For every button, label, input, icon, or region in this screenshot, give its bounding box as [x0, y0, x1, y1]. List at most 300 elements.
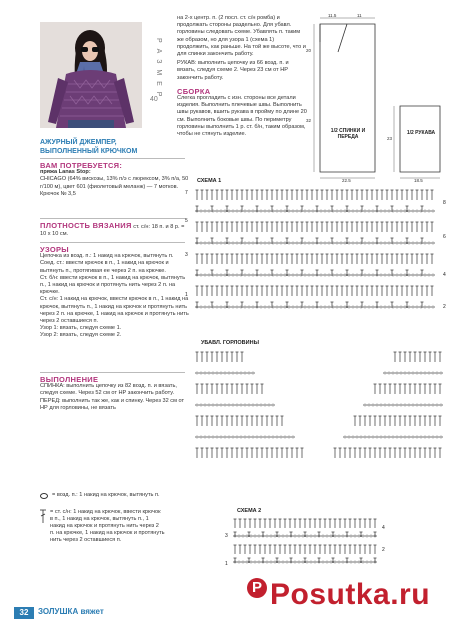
size-label: Р А З М Е Р: [155, 38, 162, 99]
chain-stitch: [380, 242, 383, 244]
chain-stitch: [288, 274, 291, 276]
chain-stitch: [204, 436, 207, 438]
row-num: 8: [443, 200, 446, 206]
chain-stitch: [372, 436, 375, 438]
legend-dc-text: = ст. с/н: 1 накид на крючок, ввести крючок в п., 1 накид на крючок, вытянуть п., 1 накид на крючок и протянуть нить через 2 п. на крючке, 1 накид на крючок и протянуть нить через 2 оставшиеся п.: [50, 509, 165, 543]
chain-stitch: [388, 404, 391, 406]
chain-stitch: [356, 436, 359, 438]
chain-stitch: [264, 436, 267, 438]
chain-stitch: [264, 274, 267, 276]
chain-stitch: [306, 535, 309, 537]
chain-stitch: [372, 404, 375, 406]
chain-stitch: [268, 210, 271, 212]
chain-stitch: [388, 372, 391, 374]
chain-stitch: [424, 404, 427, 406]
chain-stitch: [248, 404, 251, 406]
chain-stitch: [248, 306, 251, 308]
chain-stitch: [288, 242, 291, 244]
chain-stitch: [320, 274, 323, 276]
chain-stitch: [196, 436, 199, 438]
chain-stitch: [412, 306, 415, 308]
chain-stitch: [228, 436, 231, 438]
chain-stitch: [250, 535, 253, 537]
chain-stitch: [278, 535, 281, 537]
chain-stitch: [268, 404, 271, 406]
chain-stitch: [238, 561, 241, 563]
chain-stitch: [380, 436, 383, 438]
row-num: 2: [443, 304, 446, 310]
chain-stitch: [368, 436, 371, 438]
chain-stitch: [358, 535, 361, 537]
dim-23: 23: [387, 136, 393, 141]
chain-stitch: [412, 274, 415, 276]
chain-stitch: [372, 210, 375, 212]
chain-stitch: [428, 436, 431, 438]
scheme2-diagram: [225, 515, 390, 575]
materials-yarn: пряжа Lanas Stop:: [40, 169, 91, 176]
chain-stitch: [244, 436, 247, 438]
chain-stitch: [220, 274, 223, 276]
chain-stitch: [320, 210, 323, 212]
chain-stitch: [324, 274, 327, 276]
chain-stitch: [216, 210, 219, 212]
chain-stitch: [432, 436, 435, 438]
chain-stitch: [432, 372, 435, 374]
chain-stitch: [220, 242, 223, 244]
chain-stitch: [404, 372, 407, 374]
chain-stitch: [334, 561, 337, 563]
chain-stitch: [416, 210, 419, 212]
chain-stitch: [220, 306, 223, 308]
chain-stitch: [228, 306, 231, 308]
chain-stitch: [342, 561, 345, 563]
chain-stitch: [244, 274, 247, 276]
posutka-logo-icon: P: [247, 578, 267, 598]
legend-item-dc: [40, 509, 165, 544]
chain-stitch: [408, 210, 411, 212]
chain-stitch: [370, 535, 373, 537]
chain-stitch: [348, 436, 351, 438]
chain-stitch: [256, 404, 259, 406]
chain-stitch: [284, 274, 287, 276]
chain-stitch: [368, 242, 371, 244]
chain-stitch: [340, 306, 343, 308]
legend-item-chain: [40, 492, 165, 499]
chain-stitch: [200, 306, 203, 308]
chain-stitch: [310, 561, 313, 563]
chain-stitch: [432, 306, 435, 308]
chain-stitch: [268, 436, 271, 438]
chain-stitch: [416, 372, 419, 374]
chain-stitch: [200, 436, 203, 438]
chain-stitch: [240, 436, 243, 438]
chain-stitch: [260, 306, 263, 308]
chain-stitch: [428, 242, 431, 244]
chain-stitch: [344, 274, 347, 276]
chain-stitch: [208, 372, 211, 374]
chain-stitch: [260, 274, 263, 276]
dc-symbol-icon: [40, 509, 46, 523]
chain-stitch: [282, 535, 285, 537]
chain-stitch: [348, 306, 351, 308]
chain-stitch: [256, 436, 259, 438]
chain-stitch: [366, 561, 369, 563]
chain-stitch: [436, 404, 439, 406]
scheme1-label: СХЕМА 1: [197, 178, 222, 184]
pattern-schematic: [300, 12, 450, 182]
chain-stitch: [246, 535, 249, 537]
chain-stitch: [296, 274, 299, 276]
chain-stitch: [358, 561, 361, 563]
chain-stitch: [286, 535, 289, 537]
chain-symbol-icon: [40, 493, 48, 499]
chain-stitch: [344, 306, 347, 308]
row-num: 7: [185, 190, 188, 196]
chain-stitch: [250, 561, 253, 563]
model-photo: [40, 22, 142, 128]
chain-stitch: [292, 242, 295, 244]
chain-stitch: [368, 306, 371, 308]
chain-stitch: [388, 242, 391, 244]
chain-stitch: [416, 306, 419, 308]
chain-stitch: [236, 436, 239, 438]
chain-stitch: [408, 404, 411, 406]
chain-stitch: [248, 372, 251, 374]
chain-stitch: [242, 561, 245, 563]
dim-20: 20: [306, 48, 312, 53]
chain-stitch: [350, 561, 353, 563]
chain-stitch: [384, 242, 387, 244]
chain-stitch: [276, 436, 279, 438]
chain-stitch: [258, 535, 261, 537]
chain-stitch: [216, 404, 219, 406]
chain-stitch: [208, 404, 211, 406]
chain-stitch: [292, 274, 295, 276]
chain-stitch: [240, 404, 243, 406]
chain-stitch: [270, 561, 273, 563]
chain-stitch: [266, 561, 269, 563]
chain-stitch: [416, 404, 419, 406]
chain-stitch: [400, 274, 403, 276]
chain-stitch: [408, 372, 411, 374]
chain-stitch: [408, 242, 411, 244]
label-sleeve: 1/2 РУКАВА: [406, 130, 436, 136]
chain-stitch: [384, 210, 387, 212]
chain-stitch: [440, 436, 443, 438]
chain-stitch: [392, 436, 395, 438]
chain-stitch: [272, 436, 275, 438]
chain-stitch: [384, 436, 387, 438]
chain-stitch: [244, 306, 247, 308]
chain-stitch: [348, 210, 351, 212]
chain-stitch: [212, 372, 215, 374]
chain-stitch: [248, 210, 251, 212]
chain-stitch: [412, 210, 415, 212]
garment-title: АЖУРНЫЙ ДЖЕМПЕР, ВЫПОЛНЕННЫЙ КРЮЧКОМ: [40, 139, 138, 155]
chain-stitch: [326, 561, 329, 563]
chain-stitch: [348, 274, 351, 276]
chain-stitch: [384, 306, 387, 308]
chain-stitch: [392, 372, 395, 374]
chain-stitch: [314, 535, 317, 537]
chain-stitch: [400, 210, 403, 212]
chain-stitch: [396, 274, 399, 276]
chain-stitch: [244, 242, 247, 244]
chain-stitch: [312, 306, 315, 308]
chain-stitch: [308, 242, 311, 244]
chain-stitch: [280, 306, 283, 308]
execution-section: [40, 372, 190, 412]
chain-stitch: [412, 242, 415, 244]
chain-stitch: [212, 404, 215, 406]
legend: [40, 492, 165, 544]
legend-chain-text: = возд. п.: 1 накид на крючок, вытянуть п.: [52, 492, 160, 498]
assembly-text: Слегка прогладить с изн. стороны все детали изделия. Выполнить плечевые швы. Выполнить швы рукавов, вшить рукава в пройму по длине 20 см. Выполнить боковые швы. По периметру горловины выполнить 1 р. ст. б/н, таким образом, чтобы не стянуть изделие.: [177, 95, 307, 138]
materials-heading: ВАМ ПОТРЕБУЕТСЯ:: [40, 161, 123, 170]
chain-stitch: [336, 306, 339, 308]
chain-stitch: [280, 242, 283, 244]
chain-stitch: [330, 535, 333, 537]
chain-stitch: [288, 210, 291, 212]
sleeve-text: РУКАВ: выполнить цепочку из 66 возд. п. и вязать, следуя схеме 2. Через 23 см от НР закончить работу.: [177, 60, 289, 81]
pattern-chain: Цепочка из возд. п.: 1 накид на крючок, вытянуть п.: [40, 253, 174, 260]
chain-stitch: [404, 210, 407, 212]
chain-stitch: [420, 404, 423, 406]
chain-stitch: [242, 535, 245, 537]
chain-stitch: [228, 210, 231, 212]
chain-stitch: [312, 274, 315, 276]
chain-stitch: [216, 242, 219, 244]
chain-stitch: [204, 404, 207, 406]
chain-stitch: [236, 306, 239, 308]
chain-stitch: [334, 535, 337, 537]
chain-stitch: [364, 306, 367, 308]
chain-stitch: [304, 274, 307, 276]
chain-stitch: [396, 372, 399, 374]
chain-stitch: [412, 436, 415, 438]
chain-stitch: [224, 436, 227, 438]
chain-stitch: [276, 242, 279, 244]
chain-stitch: [424, 274, 427, 276]
chain-stitch: [232, 436, 235, 438]
chain-stitch: [236, 242, 239, 244]
dim-18-5: 18.5: [414, 178, 423, 182]
chain-stitch: [220, 436, 223, 438]
chain-stitch: [296, 210, 299, 212]
chain-stitch: [240, 372, 243, 374]
chain-stitch: [220, 372, 223, 374]
chain-stitch: [344, 210, 347, 212]
row-num: 1: [185, 292, 188, 298]
chain-stitch: [298, 561, 301, 563]
chain-stitch: [248, 274, 251, 276]
chain-stitch: [392, 404, 395, 406]
page-number: 32: [14, 607, 34, 619]
watermark-text: Posutka.ru: [270, 578, 431, 611]
chain-stitch: [228, 372, 231, 374]
chain-stitch: [232, 210, 235, 212]
chain-stitch: [432, 274, 435, 276]
patterns-heading: УЗОРЫ: [40, 245, 69, 254]
density-heading: ПЛОТНОСТЬ ВЯЗАНИЯ: [40, 221, 132, 230]
chain-stitch: [404, 404, 407, 406]
chain-stitch: [216, 306, 219, 308]
chain-stitch: [274, 535, 277, 537]
chain-stitch: [396, 404, 399, 406]
chain-stitch: [224, 306, 227, 308]
chain-stitch: [336, 242, 339, 244]
chain-stitch: [320, 306, 323, 308]
chain-stitch: [208, 274, 211, 276]
continuation-text: на 2-х центр. п. (2 посл. ст. с/н ромба) и продолжать стороны раздельно. Для убавл. горловины следовать схеме. Убавлять п. таким же образом, но для узора 1 (схема 1) продолжить, как раньше. На той же высоте, что и для спинки закончить работу.: [177, 15, 306, 58]
row-num: 4: [443, 272, 446, 278]
chain-stitch: [288, 306, 291, 308]
chain-stitch: [428, 306, 431, 308]
chain-stitch: [216, 436, 219, 438]
chain-stitch: [368, 404, 371, 406]
chain-stitch: [308, 306, 311, 308]
chain-stitch: [196, 372, 199, 374]
chain-stitch: [212, 436, 215, 438]
chain-stitch: [400, 436, 403, 438]
chain-stitch: [272, 404, 275, 406]
chain-stitch: [246, 561, 249, 563]
chain-stitch: [440, 404, 443, 406]
chain-stitch: [284, 242, 287, 244]
chain-stitch: [208, 306, 211, 308]
chain-stitch: [252, 242, 255, 244]
chain-stitch: [384, 404, 387, 406]
chain-stitch: [372, 306, 375, 308]
pattern-slip: Соед. ст.: ввести крючок в п., 1 накид на крючок и вытянуть п., протягивая ее через 2 п. на крючке.: [40, 260, 169, 274]
row-num: 3: [185, 252, 188, 258]
chain-stitch: [344, 242, 347, 244]
chain-stitch: [440, 372, 443, 374]
chain-stitch: [200, 210, 203, 212]
chain-stitch: [388, 210, 391, 212]
chain-stitch: [420, 436, 423, 438]
chain-stitch: [232, 274, 235, 276]
chain-stitch: [352, 306, 355, 308]
scheme1-diagram: [185, 186, 453, 318]
chain-stitch: [338, 535, 341, 537]
chain-stitch: [224, 404, 227, 406]
execution-heading: ВЫПОЛНЕНИЕ: [40, 375, 99, 384]
chain-stitch: [324, 210, 327, 212]
chain-stitch: [408, 436, 411, 438]
chain-stitch: [352, 436, 355, 438]
chain-stitch: [424, 306, 427, 308]
chain-stitch: [284, 306, 287, 308]
chain-stitch: [404, 242, 407, 244]
chain-stitch: [352, 242, 355, 244]
chain-stitch: [304, 242, 307, 244]
chain-stitch: [258, 561, 261, 563]
chain-stitch: [428, 274, 431, 276]
chain-stitch: [312, 210, 315, 212]
chain-stitch: [294, 561, 297, 563]
pattern-dc: Ст. с/н: 1 накид на крючок, ввести крючок в п., 1 накид на крючок, вытянуть п., 1 накид на крючок и протянуть нить через 2 п. на крючке, 1 накид на крючок и протянуть нить через 2 оставшиеся п.: [40, 296, 189, 325]
chain-stitch: [252, 210, 255, 212]
chain-stitch: [268, 306, 271, 308]
chain-stitch: [416, 436, 419, 438]
chain-stitch: [364, 210, 367, 212]
chain-stitch: [200, 372, 203, 374]
chain-stitch: [292, 306, 295, 308]
chain-stitch: [280, 274, 283, 276]
magazine-title: ЗОЛУШКА вяжет: [38, 607, 104, 616]
chain-stitch: [376, 404, 379, 406]
chain-stitch: [354, 561, 357, 563]
chain-stitch: [420, 372, 423, 374]
chain-stitch: [356, 242, 359, 244]
chain-stitch: [340, 210, 343, 212]
chain-stitch: [308, 274, 311, 276]
chain-stitch: [268, 274, 271, 276]
chain-stitch: [356, 306, 359, 308]
materials-section: [40, 158, 190, 198]
execution-front: ПЕРЕД: выполнить так же, как и спинку. Через 32 см от НР для горловины, не вязать: [40, 397, 185, 411]
chain-stitch: [428, 372, 431, 374]
pattern-2: Узор 2: вязать, следуя схеме 2.: [40, 332, 122, 339]
chain-stitch: [360, 436, 363, 438]
materials-line1: CHICAGO (64% вискозы, 13% п/э с люрексом, 3% п/а, 50 г/100 м), цвет 601 (фиолетовый меланж) — 7 мотков.: [40, 176, 189, 190]
neck-diagram: [185, 348, 453, 466]
chain-stitch: [286, 561, 289, 563]
row-num: 2: [382, 547, 385, 553]
chain-stitch: [302, 535, 305, 537]
chain-stitch: [372, 274, 375, 276]
chain-stitch: [424, 210, 427, 212]
chain-stitch: [216, 372, 219, 374]
neck-label: УБАВЛ. ГОРЛОВИНЫ: [201, 340, 259, 346]
chain-stitch: [396, 242, 399, 244]
chain-stitch: [296, 306, 299, 308]
density-text: ст. с/н: 18 п. и 8 р. = 10 х 10 см.: [40, 224, 185, 238]
chain-stitch: [302, 561, 305, 563]
chain-stitch: [276, 306, 279, 308]
chain-stitch: [254, 561, 257, 563]
chain-stitch: [280, 210, 283, 212]
label-back-front: 1/2 СПИНКИ И ПЕРЕДА: [330, 128, 366, 140]
chain-stitch: [304, 306, 307, 308]
chain-stitch: [412, 404, 415, 406]
chain-stitch: [276, 210, 279, 212]
chain-stitch: [400, 242, 403, 244]
chain-stitch: [252, 404, 255, 406]
chain-stitch: [232, 306, 235, 308]
chain-stitch: [220, 210, 223, 212]
chain-stitch: [252, 306, 255, 308]
middle-text: [177, 15, 307, 138]
chain-stitch: [204, 274, 207, 276]
assembly-heading: СБОРКА: [177, 86, 211, 96]
chain-stitch: [324, 242, 327, 244]
chain-stitch: [338, 561, 341, 563]
chain-stitch: [236, 372, 239, 374]
chain-stitch: [322, 561, 325, 563]
chain-stitch: [200, 274, 203, 276]
chain-stitch: [428, 404, 431, 406]
chain-stitch: [254, 535, 257, 537]
chain-stitch: [364, 242, 367, 244]
chain-stitch: [292, 436, 295, 438]
chain-stitch: [400, 372, 403, 374]
pattern-1: Узор 1: вязать, следуя схеме 1.: [40, 325, 122, 332]
chain-stitch: [432, 210, 435, 212]
chain-stitch: [292, 210, 295, 212]
chain-stitch: [264, 210, 267, 212]
